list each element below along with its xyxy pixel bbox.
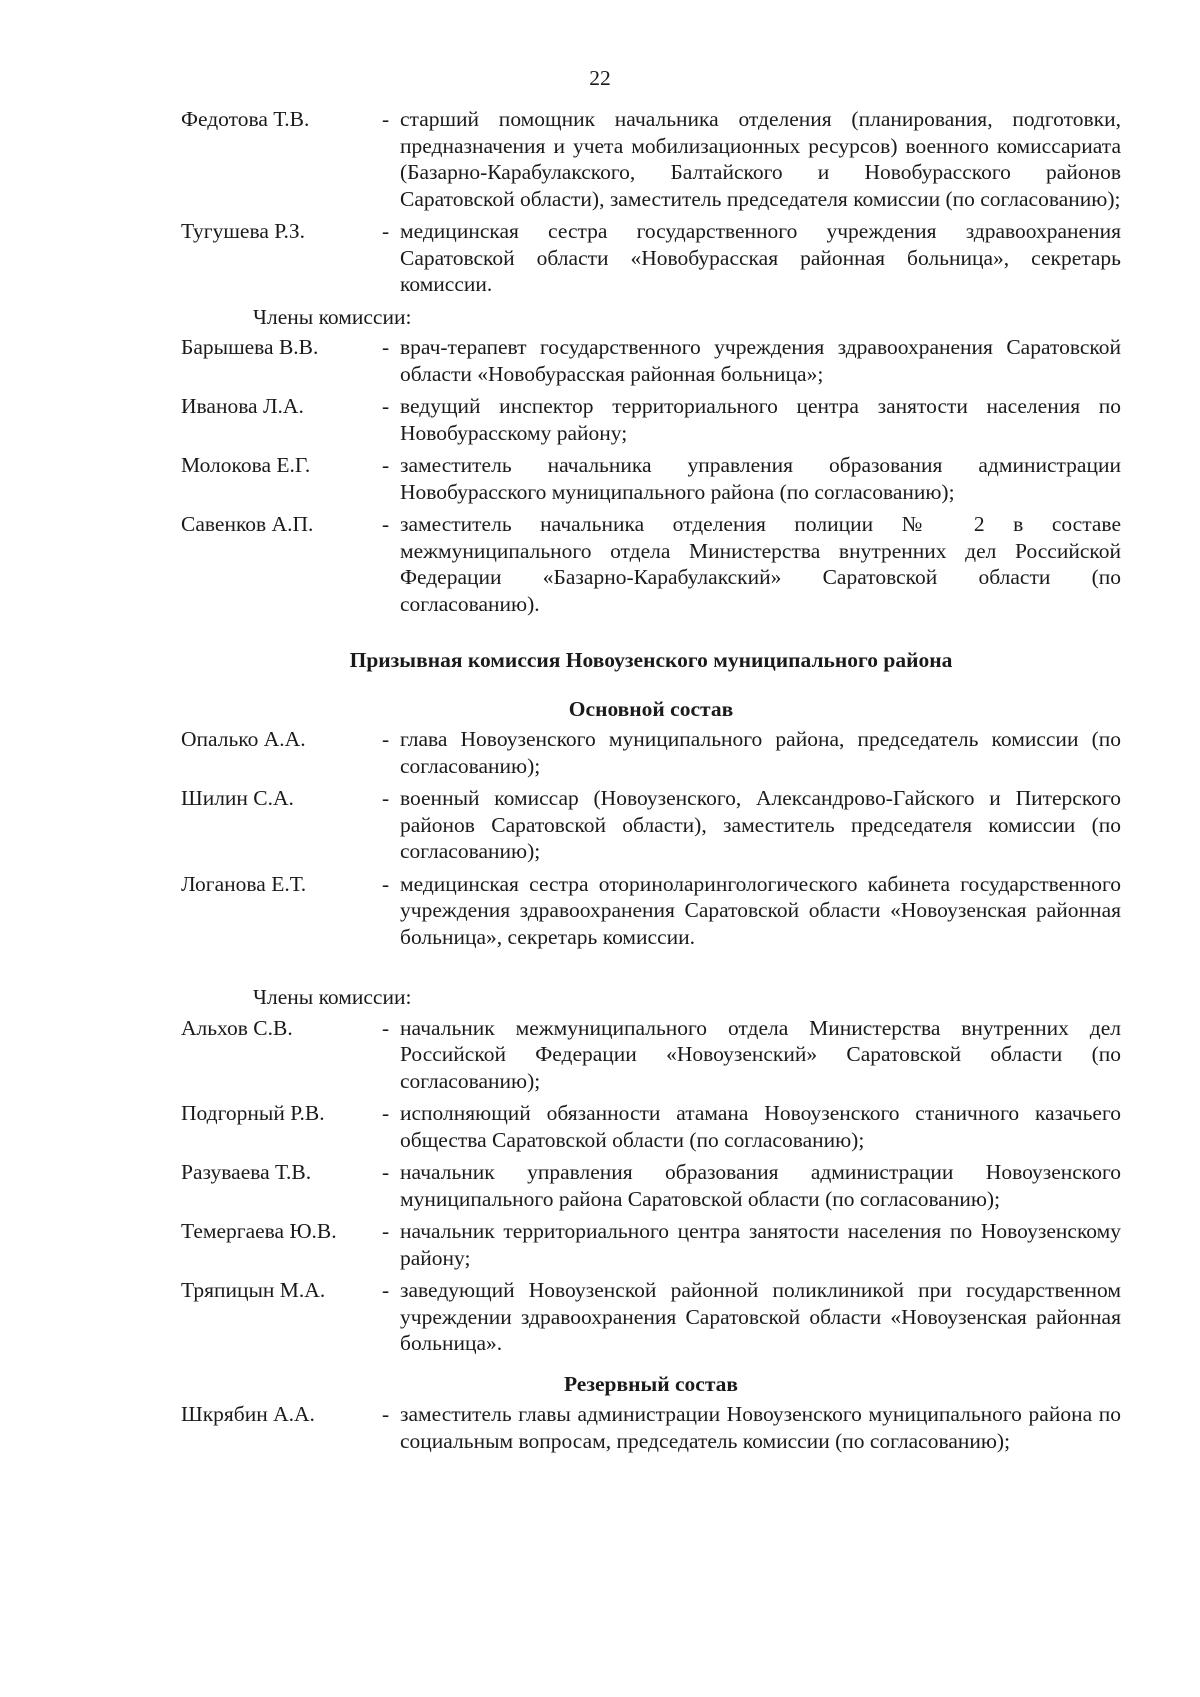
entry-description: - заместитель начальника управления образования администрации Новобурасского муниципального района (по согласованию); [382, 453, 1121, 504]
entry-description: - начальник управления образования администрации Новоузенского муниципального района Саратовской области (по согласованию); [382, 1160, 1121, 1211]
entry-tugusheva [181, 218, 1121, 298]
document-body [181, 106, 1121, 1460]
entry-alkhov [181, 1015, 1121, 1095]
members-label: Члены комиссии: [253, 985, 412, 1009]
entry-description: - заместитель начальника отделения полиции № 2 в составе межмуниципального отдела Министерства внутренних дел Российской Федерации «Базарно-Карабулакский» Саратовской области (по согласованию). [382, 512, 1121, 616]
spacer [181, 956, 1121, 982]
entry-description: - исполняющий обязанности атамана Новоузенского станичного казачьего общества Саратовской области (по согласованию); [382, 1101, 1121, 1152]
entry-description: - заместитель главы администрации Новоузенского муниципального района по социальным вопросам, председатель комиссии (по согласованию); [382, 1402, 1121, 1453]
entry-name: Шкрябин А.А. [181, 1402, 315, 1426]
main-composition-title: Основной состав [568, 696, 734, 721]
members-label: Члены комиссии: [253, 304, 412, 329]
entry-fedotova [181, 106, 1121, 212]
entry-name: Барышева В.В. [181, 335, 319, 359]
entry-tryapitsyn [181, 1277, 1121, 1357]
entry-name: Темергаева Ю.В. [181, 1219, 337, 1243]
entry-name: Савенков А.П. [181, 512, 314, 536]
entry-name: Молокова Е.Г. [181, 453, 311, 477]
entry-name: Логанова Е.Т. [181, 871, 307, 896]
entry-description: - начальник межмуниципального отдела Министерства внутренних дел Российской Федерации «Новоузенский» Саратовской области (по согласованию); [382, 1015, 1121, 1093]
entry-name: Разуваева Т.В. [181, 1160, 312, 1184]
entry-name: Подгорный Р.В. [181, 1101, 325, 1125]
entry-molokova [181, 452, 1121, 505]
page-number: 22 [589, 66, 611, 90]
entry-description: - военный комиссар (Новоузенского, Александрово-Гайского и Питерского районов Саратовской области), заместитель председателя комиссии (по согласованию); [382, 786, 1121, 863]
entry-razuvaeva [181, 1159, 1121, 1212]
entry-name: Тугушева Р.З. [181, 219, 306, 243]
entry-ivanova [181, 393, 1121, 446]
entry-temergaeva [181, 1218, 1121, 1271]
entry-description: - ведущий инспектор территориального центра занятости населения по Новобурасскому району; [382, 394, 1121, 445]
entry-description: - заведующий Новоузенской районной поликлиникой при государственном учреждении здравоохранения Саратовской области «Новоузенская районная больница». [382, 1278, 1121, 1355]
entry-name: Тряпицын М.А. [181, 1278, 326, 1302]
entry-description: - врач-терапевт государственного учреждения здравоохранения Саратовской области «Новобурасская районная больница»; [382, 335, 1121, 386]
entry-barysheva [181, 334, 1121, 387]
entry-description: - медицинская сестра оториноларингологического кабинета государственного учреждения здравоохранения Саратовской области «Новоузенская районная больница», секретарь комиссии. [382, 871, 1121, 949]
entry-name: Опалько А.А. [181, 727, 306, 751]
entry-name: Иванова Л.А. [181, 394, 304, 418]
entry-loganova [181, 871, 1121, 951]
entry-description: - глава Новоузенского муниципального района, председатель комиссии (по согласованию); [382, 727, 1121, 778]
entry-shkryabin [181, 1401, 1121, 1454]
entry-description: - начальник территориального центра занятости населения по Новоузенскому району; [382, 1219, 1121, 1270]
entry-savenkov [181, 511, 1121, 617]
entry-name: Альхов С.В. [181, 1015, 293, 1040]
entry-shilin [181, 785, 1121, 865]
entry-podgorny [181, 1100, 1121, 1153]
entry-name: Федотова Т.В. [181, 107, 310, 131]
entry-description: - медицинская сестра государственного учреждения здравоохранения Саратовской области «Новобурасская районная больница», секретарь комиссии. [382, 219, 1121, 296]
entry-opalko [181, 726, 1121, 779]
entry-name: Шилин С.А. [181, 786, 294, 810]
section-title: Призывная комиссия Новоузенского муниципального района [349, 648, 953, 672]
reserve-composition-title: Резервный состав [563, 1371, 739, 1396]
entry-description: - старший помощник начальника отделения (планирования, подготовки, предназначения и учета мобилизационных ресурсов) военного комиссариата (Базарно-Карабулакского, Балтайского и Новобурасского районов Саратовской области), заместитель председателя комиссии (по согласованию); [382, 107, 1121, 211]
